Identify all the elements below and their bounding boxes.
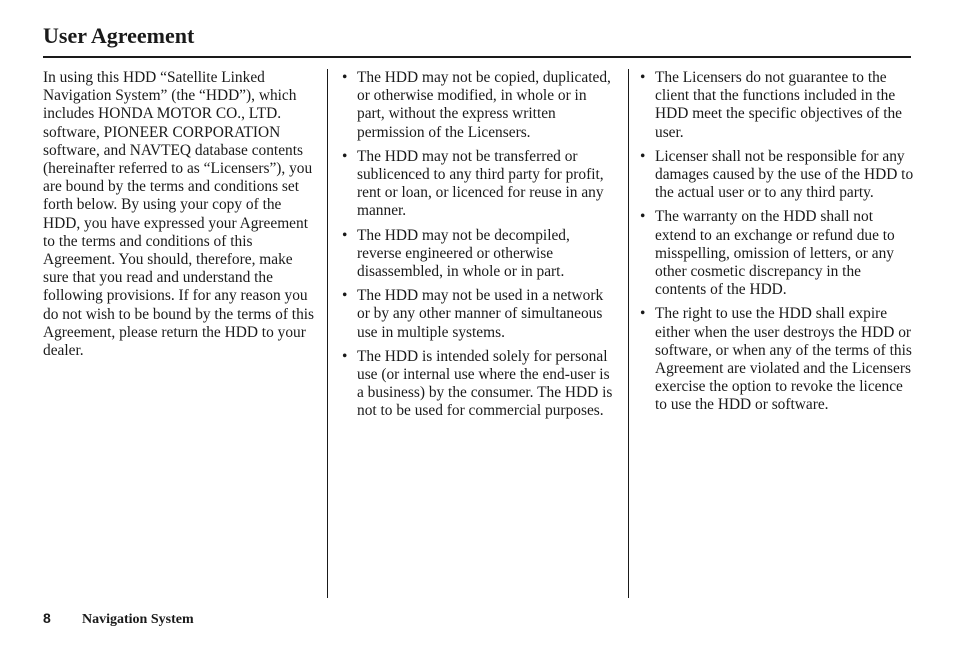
page-footer [43,609,194,629]
bullet-item [342,287,614,342]
bullet-text: The HDD may not be used in a network or by any other manner of simultaneous use in multiple systems. [357,287,604,341]
footer-label: Navigation System [82,612,194,627]
page-number: 8 [43,610,51,626]
bullet-icon: • [342,147,348,165]
column-divider-2 [628,69,629,598]
bullet-item [640,69,914,142]
bullet-item [342,69,614,142]
bullet-item [342,348,614,421]
bullet-text: The HDD may not be decompiled, reverse engineered or otherwise disassembled, in whole or in part. [357,226,570,281]
title-divider [43,56,911,58]
bullet-item [342,227,614,282]
bullet-icon: • [640,147,646,165]
column-divider-1 [327,69,328,598]
bullet-icon: • [342,287,348,305]
bullet-icon: • [640,305,646,323]
page-title: User Agreement [43,23,195,48]
bullet-text: The HDD is intended solely for personal use (or internal use where the end-user is a business) by the consumer. The HDD is not to be used for commercial purposes. [357,347,613,420]
bullet-icon: • [342,347,348,365]
bullet-icon: • [342,226,348,244]
bullet-icon: • [342,69,348,86]
bullet-item [640,208,914,299]
column-terms-1 [342,69,614,427]
bullet-text: Licenser shall not be responsible for any damages caused by the use of the HDD to the actual user or to any third party. [655,147,914,202]
bullet-text: The warranty on the HDD shall not extend to an exchange or refund due to misspelling, omission of letters, or any other cosmetic discrepancy in the contents of the HDD. [655,208,895,299]
bullet-item [640,305,914,414]
column-intro [43,69,315,360]
column-terms-2 [640,69,914,421]
bullet-item [640,148,914,203]
bullet-text: The HDD may not be copied, duplicated, or otherwise modified, in whole or in part, without the express written permission of the Licensers. [357,69,611,141]
bullet-icon: • [640,69,646,86]
bullet-item [342,148,614,221]
bullet-list-2 [640,69,914,415]
bullet-text: The HDD may not be transferred or sublicenced to any third party for profit, rent or loan, or licenced for reuse in any manner. [357,147,604,220]
intro-paragraph: In using this HDD “Satellite Linked Navigation System” (the “HDD”), which includes HONDA MOTOR CO., LTD. software, PIONEER CORPORATION software, and NAVTEQ database contents (hereinafter referred to as “Licensers”), you are bound by the terms and conditions set forth below. By using your copy of the HDD, you have expressed your Agreement to the terms and conditions of this Agreement. You should, therefore, make sure that you read and understand the following provisions. If for any reason you do not wish to be bound by the terms of this Agreement, please return the HDD to your dealer. [43,69,315,360]
bullet-list-1 [342,69,614,421]
bullet-text: The right to use the HDD shall expire either when the user destroys the HDD or software, or when any of the terms of this Agreement are violated and the Licensers exercise the option to revoke the licence to use the HDD or software. [655,305,912,414]
bullet-icon: • [640,208,646,226]
bullet-text: The Licensers do not guarantee to the client that the functions included in the HDD meet the specific objectives of the user. [655,69,903,141]
